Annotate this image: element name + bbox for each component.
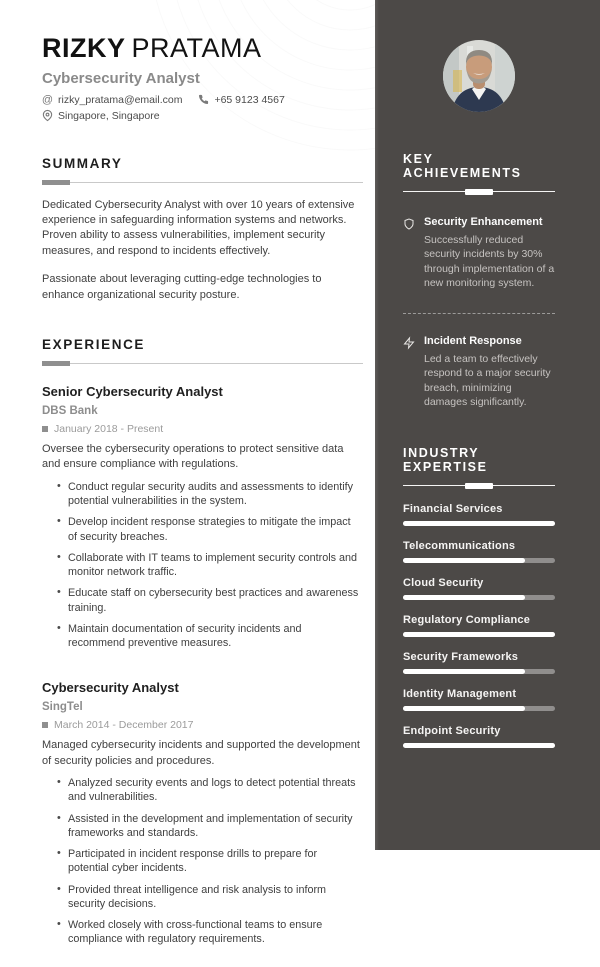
- summary-paragraph: Dedicated Cybersecurity Analyst with over 10 years of extensive experience in safeguarding information systems and networks. Proven ability to assess vulnerabilities, implement security measures, and respond to incidents effectively.: [42, 198, 355, 257]
- summary-paragraph: Passionate about leveraging cutting-edge technologies to enhance organizational security posture.: [42, 273, 322, 301]
- skill-bar-track: [403, 669, 555, 674]
- skill-bar-fill: [403, 558, 525, 563]
- skill-item: [403, 540, 555, 563]
- contact-row-2: [42, 110, 363, 122]
- skill-bar-fill: [403, 743, 555, 748]
- experience-heading: EXPERIENCE: [42, 337, 146, 353]
- achievements-rule: [403, 189, 555, 195]
- expertise-rule: [403, 483, 555, 489]
- skill-bar-track: [403, 706, 555, 711]
- skill-label: Financial Services: [403, 502, 503, 515]
- achievement-divider: [403, 313, 555, 314]
- skill-label: Security Frameworks: [403, 650, 519, 663]
- email-value: rizky_pratama@email.com: [58, 93, 183, 106]
- contact-row-1: [42, 94, 363, 106]
- job-bullet: • Provided threat intelligence and risk analysis to inform security decisions.: [42, 883, 363, 912]
- achievement-title: Security Enhancement: [424, 216, 543, 228]
- job-bullet: • Conduct regular security audits and assessments to identify potential vulnerabilities in the system.: [42, 480, 363, 509]
- job-description: Oversee the cybersecurity operations to protect sensitive data and ensure compliance with regulations.: [42, 443, 344, 471]
- expertise-section: [403, 446, 555, 748]
- achievements-section: [403, 152, 555, 410]
- skill-item: [403, 725, 555, 748]
- skill-bar-track: [403, 521, 555, 526]
- job-entry: [42, 680, 363, 946]
- contact-info: [42, 94, 363, 122]
- summary-heading: SUMMARY: [42, 155, 123, 171]
- photo-wrap: [403, 40, 555, 112]
- achievement-description: Successfully reduced security incidents by 30% through implementation of a new monitoring system.: [424, 234, 555, 290]
- calendar-icon: [42, 722, 48, 728]
- achievement-body: [424, 216, 555, 291]
- skill-label: Cloud Security: [403, 576, 484, 589]
- job-title: Senior Cybersecurity Analyst: [42, 384, 223, 400]
- calendar-icon: [42, 426, 48, 432]
- skill-bar-track: [403, 743, 555, 748]
- achievement-item: [403, 216, 555, 291]
- skill-label: Identity Management: [403, 687, 517, 700]
- phone-icon: [198, 94, 209, 105]
- skill-bar-fill: [403, 632, 555, 637]
- job-bullet: • Educate staff on cybersecurity best practices and awareness training.: [42, 586, 363, 615]
- skill-label: Telecommunications: [403, 539, 516, 552]
- skill-label: Regulatory Compliance: [403, 613, 531, 626]
- job-bullet: • Develop incident response strategies to mitigate the impact of security breaches.: [42, 515, 363, 544]
- job-bullet-list: [42, 776, 363, 947]
- contact-location: [42, 110, 160, 122]
- profile-photo: [443, 40, 515, 112]
- shield-icon: [403, 217, 416, 291]
- phone-value: +65 9123 4567: [214, 93, 285, 106]
- last-name: PRATAMA: [131, 33, 262, 63]
- location-pin-icon: [42, 110, 53, 121]
- experience-rule: [42, 361, 363, 366]
- job-bullet: • Maintain documentation of security incidents and recommend preventive measures.: [42, 622, 363, 651]
- job-company: SingTel: [42, 701, 83, 714]
- job-bullet: • Assisted in the development and implementation of security frameworks and standards.: [42, 812, 363, 841]
- job-dates: [42, 719, 363, 731]
- sidebar: [375, 0, 600, 850]
- summary-rule: [42, 180, 363, 185]
- skill-bar-fill: [403, 595, 525, 600]
- job-dates-text: March 2014 - December 2017: [54, 719, 194, 732]
- skill-bar-track: [403, 558, 555, 563]
- skill-bar-fill: [403, 521, 555, 526]
- job-bullet: • Collaborate with IT teams to implement security controls and monitor network traffic.: [42, 551, 363, 580]
- candidate-name: [42, 34, 363, 64]
- skill-label: Endpoint Security: [403, 724, 501, 737]
- job-bullet: • Worked closely with cross-functional teams to ensure compliance with regulatory requirements.: [42, 918, 363, 947]
- achievement-title: Incident Response: [424, 334, 522, 347]
- skill-item: [403, 614, 555, 637]
- job-description: Managed cybersecurity incidents and supported the development of security policies and procedures.: [42, 739, 360, 767]
- skill-bar-track: [403, 595, 555, 600]
- achievement-item: [403, 335, 555, 410]
- contact-phone: [198, 94, 284, 106]
- skill-item: [403, 651, 555, 674]
- skill-bar-fill: [403, 706, 525, 711]
- achievements-heading: KEY ACHIEVEMENTS: [403, 152, 522, 180]
- lightning-icon: [403, 336, 416, 410]
- summary-section: [42, 156, 363, 303]
- skill-bar-fill: [403, 669, 525, 674]
- job-bullet: • Participated in incident response drills to prepare for potential cyber incidents.: [42, 847, 363, 876]
- email-at-icon: @: [41, 93, 54, 106]
- skill-bar-track: [403, 632, 555, 637]
- job-entry: [42, 384, 363, 650]
- skill-item: [403, 688, 555, 711]
- achievement-description: Led a team to effectively respond to a major security breach, minimizing damages significantly.: [424, 352, 551, 409]
- job-company: DBS Bank: [42, 405, 98, 418]
- job-dates-text: January 2018 - Present: [54, 423, 164, 436]
- job-title: Cybersecurity Analyst: [42, 680, 179, 696]
- job-bullet-list: [42, 480, 363, 651]
- location-value: Singapore, Singapore: [58, 109, 160, 122]
- job-bullet: • Analyzed security events and logs to detect potential threats and vulnerabilities.: [42, 776, 363, 805]
- candidate-title: Cybersecurity Analyst: [42, 69, 200, 87]
- skill-item: [403, 577, 555, 600]
- job-dates: [42, 423, 363, 435]
- contact-email: [42, 94, 182, 106]
- first-name: RIZKY: [42, 33, 126, 63]
- expertise-heading: INDUSTRY EXPERTISE: [403, 445, 488, 474]
- skill-item: [403, 503, 555, 526]
- achievement-body: [424, 335, 555, 410]
- experience-section: [42, 337, 363, 947]
